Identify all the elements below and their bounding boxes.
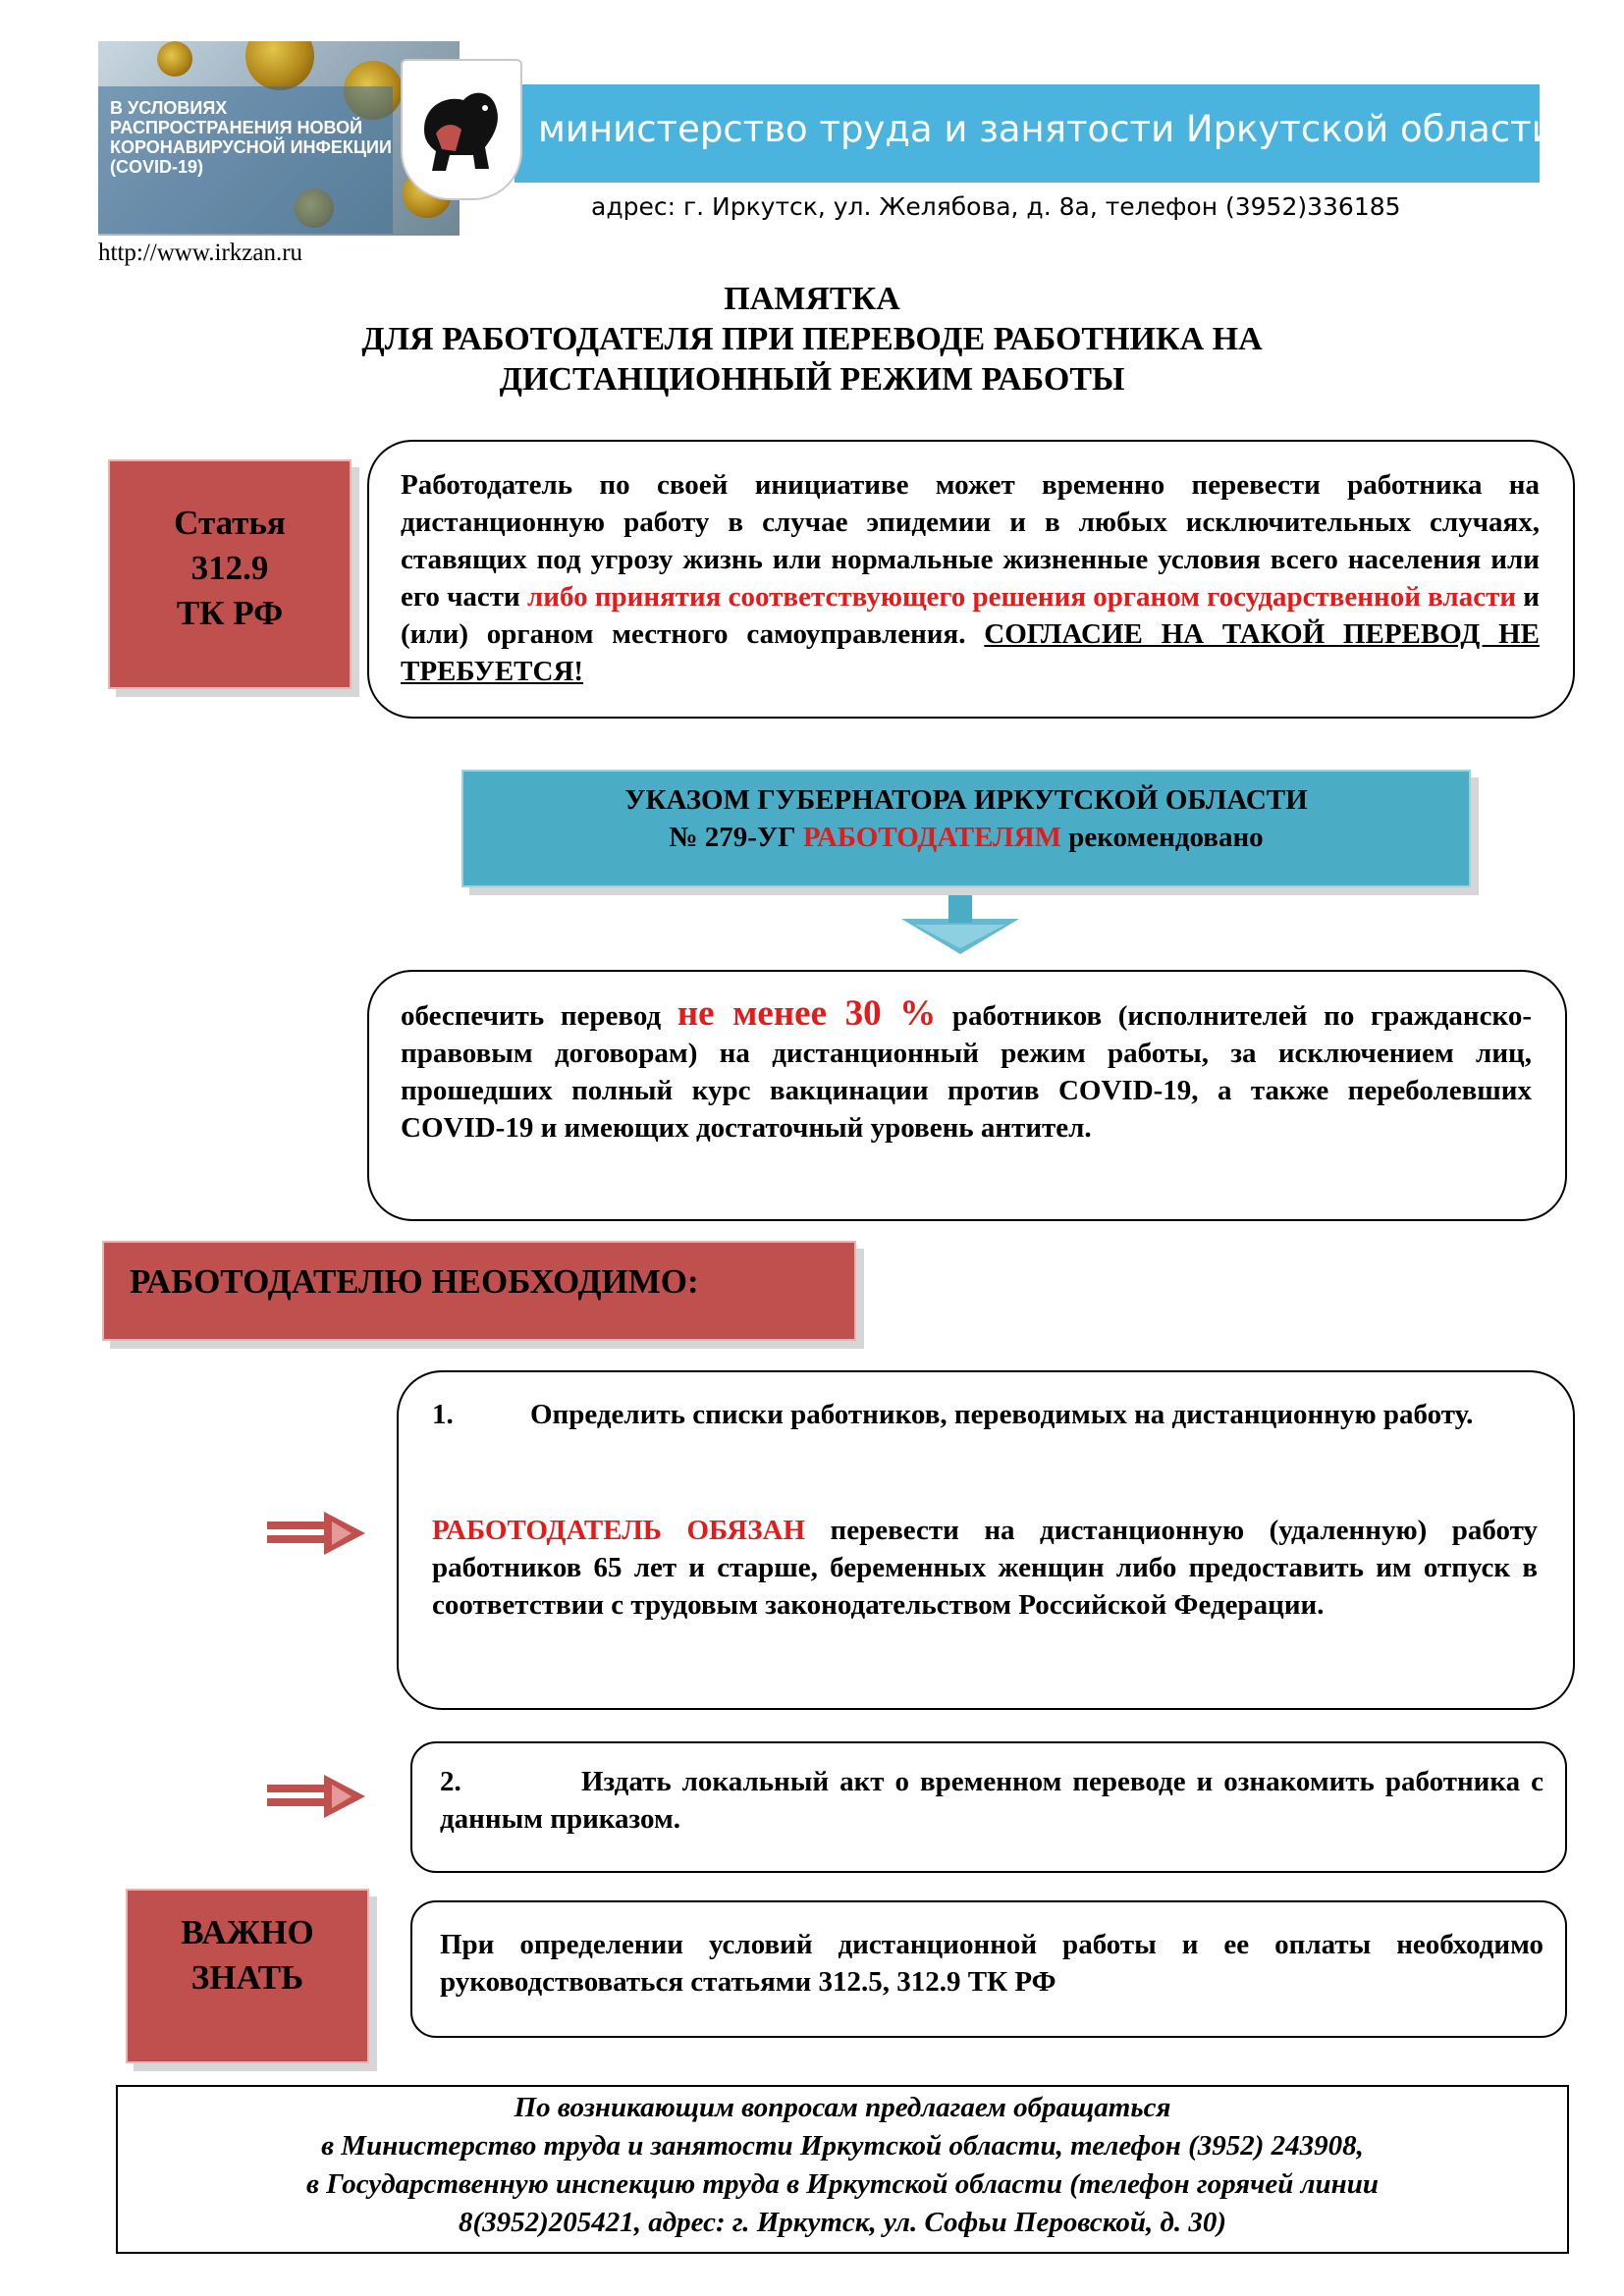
- contacts-line: По возникающим вопросам предлагаем обращаться: [514, 2092, 1171, 2123]
- title-line: ДЛЯ РАБОТОДАТЕЛЯ ПРИ ПЕРЕВОДЕ РАБОТНИКА НА: [361, 321, 1263, 357]
- contacts-line: в Министерство труда и занятости Иркутской области, телефон (3952) 243908,: [321, 2130, 1364, 2162]
- item1-number: 1.: [432, 1399, 454, 1430]
- article-label: [108, 501, 352, 636]
- employer-must-label: РАБОТОДАТЕЛЮ НЕОБХОДИМО:: [130, 1262, 699, 1301]
- ministry-address: адрес: г. Иркутск, ул. Желябова, д. 8а, телефон (3952)336185: [591, 192, 1401, 221]
- consent-not-required: СОГЛАСИЕ НА ТАКОЙ ПЕРЕВОД НЕ ТРЕБУЕТСЯ!: [401, 618, 1540, 687]
- arrow-right-icon: [267, 1775, 365, 1820]
- decree-text: [461, 781, 1471, 856]
- ministry-name: министерство труда и занятости Иркутской области: [538, 108, 1555, 150]
- important-text: При определении условий дистанционной работы и ее оплаты необходимо руководствоваться статьями 312.5, 312.9 ТК РФ: [440, 1929, 1543, 1998]
- title-line: ПАМЯТКА: [724, 281, 900, 317]
- employer-obliged: РАБОТОДАТЕЛЬ ОБЯЗАН: [432, 1515, 806, 1546]
- recommendation-prefix: обеспечить перевод: [401, 1000, 662, 1032]
- contacts-line: 8(3952)205421, адрес: г. Иркутск, ул. Софьи Перовской, д. 30): [458, 2207, 1227, 2238]
- item2-number: 2.: [440, 1766, 461, 1797]
- important-label-line: ВАЖНО: [181, 1913, 314, 1951]
- obligation-text: [432, 1512, 1538, 1624]
- recommendation-percent: не менее 30 %: [677, 993, 937, 1034]
- website-link[interactable]: http://www.irkzan.ru: [98, 240, 303, 266]
- article-text-red: либо принятия соответствующего решения органом государственной власти: [527, 581, 1517, 613]
- covid-caption: В УСЛОВИЯХ РАСПРОСТРАНЕНИЯ НОВОЙ КОРОНАВИРУСНОЙ ИНФЕКЦИИ (COVID-19): [110, 98, 392, 177]
- article-label-line: 312.9: [190, 549, 269, 587]
- item2-text: [440, 1763, 1543, 1838]
- item2-description: Издать локальный акт о временном переводе и ознакомить работника с данным приказом.: [440, 1766, 1543, 1835]
- article-text-part: Работодатель по своей инициативе может временно перевести работника на дистанционную работу в случае эпидемии и в любых исключительных случаях, ставящих под угрозу жизнь или нормальные жизненные условия всего населения или его части: [401, 469, 1540, 613]
- contacts-line: в Государственную инспекцию труда в Иркутской области (телефон горячей линии: [306, 2168, 1379, 2200]
- decree-recommended: рекомендовано: [1068, 822, 1264, 853]
- decree-number: № 279-УГ: [669, 822, 796, 853]
- article-text: [401, 466, 1540, 690]
- item1-description: Определить списки работников, переводимых на дистанционную работу.: [530, 1399, 1474, 1430]
- article-text-part: и (или) органом местного самоуправления.: [401, 581, 1540, 650]
- arrow-down-icon: [901, 895, 1019, 954]
- decree-line: УКАЗОМ ГУБЕРНАТОРА ИРКУТСКОЙ ОБЛАСТИ: [624, 784, 1308, 816]
- contacts-text: [116, 2089, 1569, 2242]
- article-label-line: Статья: [174, 504, 286, 542]
- article-label-line: ТК РФ: [176, 594, 284, 632]
- item1-text: [432, 1396, 1538, 1433]
- important-label: [126, 1910, 369, 2001]
- important-label-line: ЗНАТЬ: [190, 1958, 304, 1997]
- obligation-description: перевести на дистанционную (удаленную) работу работников 65 лет и старше, беременных женщин либо предоставить им отпуск в соответствии с трудовым законодательством Российской Федерации.: [432, 1515, 1538, 1621]
- title-line: ДИСТАНЦИОННЫЙ РЕЖИМ РАБОТЫ: [499, 361, 1125, 398]
- irkutsk-emblem-icon: [401, 59, 522, 200]
- page-title: [196, 279, 1428, 400]
- arrow-right-icon: [267, 1512, 365, 1557]
- decree-employers: РАБОТОДАТЕЛЯМ: [802, 822, 1061, 853]
- recommendation-suffix: работников (исполнителей по гражданско-правовым договорам) на дистанционный режим работы, за исключением лиц, прошедших полный курс вакцинации против COVID-19, а также переболевших COVID-19 и имеющих достаточный уровень антител.: [401, 1000, 1532, 1144]
- recommendation-text: [401, 995, 1532, 1147]
